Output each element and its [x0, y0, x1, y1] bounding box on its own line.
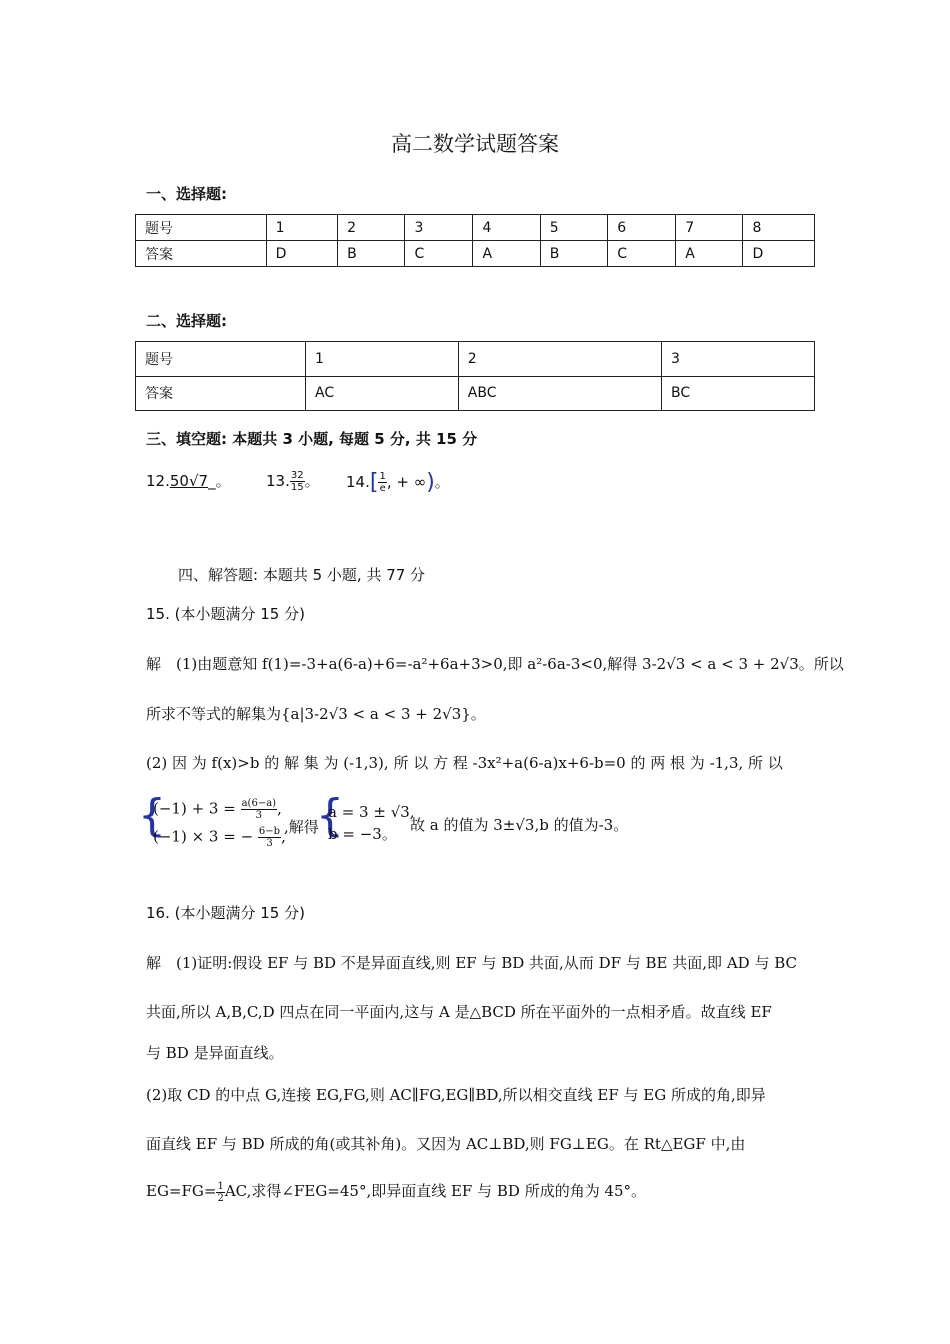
left-brace-icon: { [138, 790, 166, 841]
answer-14-end: 。 [434, 473, 450, 491]
equation-2-left: (−1) × 3 = − [153, 827, 254, 846]
answer-13-fraction [290, 470, 305, 493]
row-header-cell: 题号 [136, 215, 267, 241]
table-cell: 5 [540, 215, 607, 241]
q16-header: 16. (本小题满分 15 分) [146, 904, 305, 922]
answer-13-tail: 。 [304, 472, 320, 490]
q15-equation-2: (−1) × 3 = − $\frac{6-b}{3}$ , [153, 826, 286, 849]
table-row [136, 342, 815, 377]
table-cell: C [608, 241, 676, 267]
row-header-cell: 题号 [136, 342, 306, 377]
table-cell: 2 [458, 342, 661, 377]
multiple-choice-table-2 [135, 341, 815, 411]
q16-part1-line2: 共面,所以 A,B,C,D 四点在同一平面内,这与 A 是△BCD 所在平面外的一点相矛盾。故直线 EF [146, 1003, 772, 1021]
q15-solution-2: b = −3。 [328, 825, 397, 843]
equation-2-numerator: 6−b [258, 826, 281, 837]
q16-part2-line3 [146, 1180, 646, 1204]
q16-part1-line1: 解 (1)证明:假设 EF 与 BD 不是异面直线,则 EF 与 BD 共面,从而 DF 与 BE 共面,即 AD 与 BC [146, 954, 797, 972]
table-cell: 7 [676, 215, 743, 241]
table-cell: 8 [743, 215, 815, 241]
one-half-numerator: 1 [217, 1180, 224, 1192]
table-cell: AC [306, 376, 459, 411]
left-bracket-icon: [ [369, 470, 379, 495]
q15-conclusion: 故 a 的值为 3±√3,b 的值为-3。 [410, 816, 629, 834]
row-header-cell: 答案 [136, 376, 306, 411]
table-row [136, 215, 815, 241]
section3-heading: 三、填空题: 本题共 3 小题, 每题 5 分, 共 15 分 [146, 430, 478, 448]
table-cell: 3 [405, 215, 473, 241]
table-cell: 6 [608, 215, 676, 241]
table-cell: 1 [266, 215, 337, 241]
table-cell: 4 [473, 215, 540, 241]
equation-1-fraction [241, 798, 277, 821]
row-header-cell: 答案 [136, 241, 267, 267]
section1-heading: 一、选择题: [146, 185, 227, 203]
multiple-choice-table-1 [135, 214, 815, 267]
table-cell: 1 [306, 342, 459, 377]
q15-solution-1: a = 3 ± √3, [328, 803, 415, 821]
answer-12-label: 12. [146, 472, 170, 490]
answer-14-label: 14. [346, 473, 370, 491]
equation-1-left: (−1) + 3 = [153, 799, 236, 818]
q15-part1-line1: 解 (1)由题意知 f(1)=-3+a(6-a)+6=-a²+6a+3>0,即 a²-6a-3<0,解得 3-2√3 < a < 3 + 2√3。所以 [146, 655, 844, 673]
answer-13-label: 13. [266, 472, 290, 490]
q16-line3-end: AC,求得∠FEG=45°,即异面直线 EF 与 BD 所成的角为 45°。 [224, 1182, 647, 1200]
table-cell: D [743, 241, 815, 267]
answer-14-denominator: e [379, 483, 386, 494]
answer-12-tail: _。 [208, 472, 231, 490]
table-row [136, 241, 815, 267]
table-cell: 3 [662, 342, 815, 377]
q16-part2-line1: (2)取 CD 的中点 G,连接 EG,FG,则 AC∥FG,EG∥BD,所以相交直线 EF 与 EG 所成的角,即异 [146, 1086, 766, 1104]
table-cell: A [676, 241, 743, 267]
table-cell: BC [662, 376, 815, 411]
table-row [136, 376, 815, 411]
table-cell: D [266, 241, 337, 267]
answer-13-numerator: 32 [290, 470, 304, 481]
q15-part2-line1: (2) 因 为 f(x)>b 的 解 集 为 (-1,3), 所 以 方 程 -3x²+a(6-a)x+6-b=0 的 两 根 为 -1,3, 所 以 [146, 754, 783, 772]
left-brace-icon-2: { [316, 790, 344, 841]
q16-line3-start: EG=FG= [146, 1182, 217, 1200]
q16-part2-line2: 面直线 EF 与 BD 所成的角(或其补角)。又因为 AC⊥BD,则 FG⊥EG。在 Rt△EGF 中,由 [146, 1135, 746, 1153]
table-cell: A [473, 241, 540, 267]
equation-1-numerator: a(6−a) [241, 798, 277, 809]
q15-equation-1: (−1) + 3 = $\frac{a(6-a)}{3}$ , [153, 798, 282, 821]
equation-2-denominator: 3 [266, 838, 273, 849]
table-cell: B [540, 241, 607, 267]
one-half-fraction [216, 1181, 224, 1204]
equation-1-denominator: 3 [255, 810, 263, 821]
answer-14-fraction [378, 471, 386, 494]
right-paren-icon: ) [426, 470, 435, 495]
q15-header: 15. (本小题满分 15 分) [146, 605, 305, 623]
table-cell: C [405, 241, 473, 267]
section2-heading: 二、选择题: [146, 312, 227, 330]
answer-12-value: 50√7 [169, 472, 209, 490]
answer-14-interval-tail: , + ∞ [386, 473, 427, 491]
answer-14 [346, 470, 450, 495]
solve-word: ,解得 [284, 818, 319, 836]
answer-12 [146, 470, 231, 491]
answer-14-numerator: 1 [379, 471, 386, 482]
answer-13-denominator: 15 [290, 482, 304, 493]
table-cell: B [338, 241, 405, 267]
one-half-denominator: 2 [217, 1192, 224, 1204]
q15-part1-line2: 所求不等式的解集为{a|3-2√3 < a < 3 + 2√3}。 [146, 705, 486, 723]
section4-heading: 四、解答题: 本题共 5 小题, 共 77 分 [178, 566, 426, 584]
page-title: 高二数学试题答案 [391, 132, 559, 156]
table-cell: 2 [338, 215, 405, 241]
q16-part1-line3: 与 BD 是异面直线。 [146, 1044, 284, 1062]
equation-2-fraction [258, 826, 281, 849]
answer-13 [266, 470, 320, 493]
table-cell: ABC [458, 376, 661, 411]
